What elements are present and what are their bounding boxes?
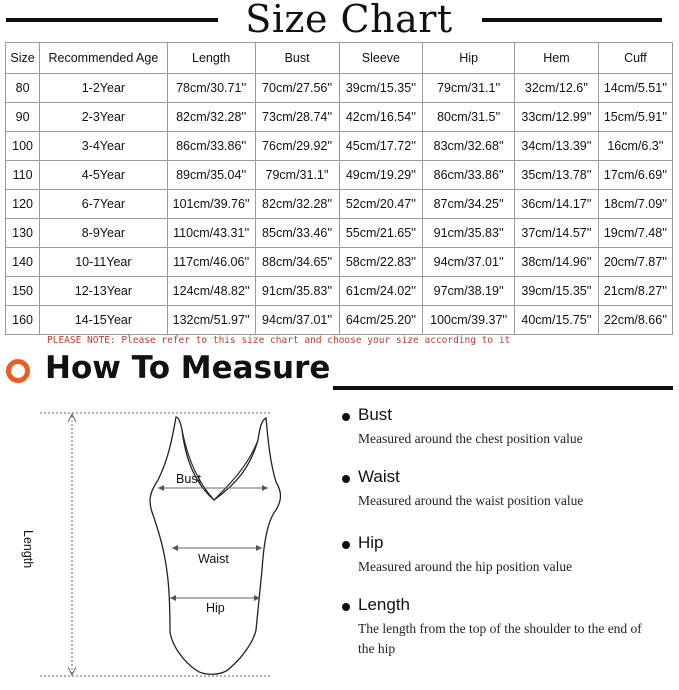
- diagram-label-hip: Hip: [206, 601, 225, 615]
- table-cell: 10-11Year: [40, 248, 167, 277]
- table-cell: 16cm/6.3'': [598, 132, 672, 161]
- table-cell: 45cm/17.72'': [339, 132, 423, 161]
- table-cell: 1-2Year: [40, 74, 167, 103]
- table-cell: 79cm/31.1'': [255, 161, 339, 190]
- legend-desc-bust: Measured around the chest position value: [358, 431, 583, 446]
- table-row: [6, 277, 673, 306]
- table-cell: 3-4Year: [40, 132, 167, 161]
- table-cell: 110cm/43.31'': [167, 219, 255, 248]
- table-cell: 79cm/31.1'': [423, 74, 515, 103]
- table-cell: 39cm/15.35'': [339, 74, 423, 103]
- header-hem: Hem: [515, 43, 599, 74]
- bullet-dot-icon: [342, 603, 350, 611]
- table-cell: 21cm/8.27'': [598, 277, 672, 306]
- table-cell: 101cm/39.76'': [167, 190, 255, 219]
- table-cell: 87cm/34.25'': [423, 190, 515, 219]
- table-cell: 140: [6, 248, 40, 277]
- table-cell: 20cm/7.87'': [598, 248, 672, 277]
- table-cell: 14cm/5.51'': [598, 74, 672, 103]
- diagram-label-waist: Waist: [198, 552, 229, 566]
- table-cell: 88cm/34.65'': [255, 248, 339, 277]
- table-row: [6, 248, 673, 277]
- table-cell: 73cm/28.74'': [255, 103, 339, 132]
- measure-header: [0, 350, 679, 394]
- bodysuit-outline: [150, 417, 281, 674]
- table-cell: 110: [6, 161, 40, 190]
- table-cell: 52cm/20.47'': [339, 190, 423, 219]
- table-cell: 64cm/25.20'': [339, 306, 423, 335]
- table-cell: 90: [6, 103, 40, 132]
- table-cell: 2-3Year: [40, 103, 167, 132]
- bodysuit-diagram: [0, 400, 330, 685]
- table-cell: 85cm/33.46'': [255, 219, 339, 248]
- table-cell: 78cm/30.71'': [167, 74, 255, 103]
- table-cell: 130: [6, 219, 40, 248]
- header-size: Size: [6, 43, 40, 74]
- table-row: [6, 161, 673, 190]
- table-cell: 82cm/32.28'': [255, 190, 339, 219]
- table-cell: 89cm/35.04'': [167, 161, 255, 190]
- table-cell: 70cm/27.56'': [255, 74, 339, 103]
- legend-desc-waist: Measured around the waist position value: [358, 493, 584, 508]
- table-cell: 38cm/14.96'': [515, 248, 599, 277]
- legend-label-waist: Waist: [358, 467, 400, 486]
- table-cell: 39cm/15.35'': [515, 277, 599, 306]
- table-row: [6, 306, 673, 335]
- table-cell: 19cm/7.48'': [598, 219, 672, 248]
- header-length: Length: [167, 43, 255, 74]
- table-cell: 37cm/14.57'': [515, 219, 599, 248]
- table-cell: 82cm/32.28'': [167, 103, 255, 132]
- table-cell: 120: [6, 190, 40, 219]
- header-cuff: Cuff: [598, 43, 672, 74]
- table-cell: 4-5Year: [40, 161, 167, 190]
- legend-label-hip: Hip: [358, 533, 384, 552]
- table-cell: 49cm/19.29'': [339, 161, 423, 190]
- title-rule-left: [6, 18, 218, 22]
- table-cell: 124cm/48.82'': [167, 277, 255, 306]
- size-note: PLEASE NOTE: Please refer to this size chart and choose your size according to it: [47, 335, 511, 346]
- table-cell: 34cm/13.39'': [515, 132, 599, 161]
- table-cell: 12-13Year: [40, 277, 167, 306]
- table-cell: 150: [6, 277, 40, 306]
- table-cell: 36cm/14.17'': [515, 190, 599, 219]
- table-cell: 91cm/35.83'': [255, 277, 339, 306]
- table-cell: 32cm/12.6'': [515, 74, 599, 103]
- table-cell: 91cm/35.83'': [423, 219, 515, 248]
- table-cell: 17cm/6.69'': [598, 161, 672, 190]
- table-cell: 100: [6, 132, 40, 161]
- table-cell: 22cm/8.66'': [598, 306, 672, 335]
- table-cell: 8-9Year: [40, 219, 167, 248]
- table-row: [6, 103, 673, 132]
- table-cell: 83cm/32.68'': [423, 132, 515, 161]
- page-title: Size Chart: [245, 0, 453, 41]
- measure-rule: [333, 386, 673, 390]
- bodysuit-illustration: [0, 400, 330, 685]
- title-rule-right: [482, 18, 662, 22]
- bullet-dot-icon: [342, 541, 350, 549]
- table-cell: 97cm/38.19'': [423, 277, 515, 306]
- table-row: [6, 74, 673, 103]
- table-cell: 94cm/37.01'': [423, 248, 515, 277]
- header-sleeve: Sleeve: [339, 43, 423, 74]
- table-cell: 18cm/7.09'': [598, 190, 672, 219]
- title-row: [0, 0, 679, 42]
- table-cell: 15cm/5.91'': [598, 103, 672, 132]
- header-hip: Hip: [423, 43, 515, 74]
- table-cell: 80: [6, 74, 40, 103]
- ring-bullet-icon: [6, 359, 30, 383]
- table-cell: 35cm/13.78'': [515, 161, 599, 190]
- table-cell: 76cm/29.92'': [255, 132, 339, 161]
- table-cell: 40cm/15.75'': [515, 306, 599, 335]
- table-cell: 58cm/22.83'': [339, 248, 423, 277]
- legend-label-bust: Bust: [358, 405, 393, 424]
- diagram-label-length: Length: [21, 530, 35, 569]
- header-age: Recommended Age: [40, 43, 167, 74]
- table-cell: 14-15Year: [40, 306, 167, 335]
- bullet-dot-icon: [342, 413, 350, 421]
- table-row: [6, 219, 673, 248]
- table-cell: 80cm/31.5'': [423, 103, 515, 132]
- table-cell: 100cm/39.37'': [423, 306, 515, 335]
- table-cell: 86cm/33.86'': [423, 161, 515, 190]
- bullet-dot-icon: [342, 475, 350, 483]
- measure-title: How To Measure: [45, 350, 331, 386]
- diagram-label-bust: Bust: [176, 472, 202, 486]
- size-table: [5, 42, 673, 335]
- table-cell: 86cm/33.86'': [167, 132, 255, 161]
- table-cell: 94cm/37.01'': [255, 306, 339, 335]
- table-header-row: [6, 43, 673, 74]
- table-cell: 33cm/12.99'': [515, 103, 599, 132]
- table-cell: 42cm/16.54'': [339, 103, 423, 132]
- table-cell: 61cm/24.02'': [339, 277, 423, 306]
- legend-desc-length: The length from the top of the shoulder to the end of the hip: [358, 621, 642, 656]
- legend-desc-hip: Measured around the hip position value: [358, 559, 573, 574]
- legend-label-length: Length: [358, 595, 410, 614]
- table-cell: 117cm/46.06'': [167, 248, 255, 277]
- table-cell: 55cm/21.65'': [339, 219, 423, 248]
- table-cell: 160: [6, 306, 40, 335]
- table-cell: 132cm/51.97'': [167, 306, 255, 335]
- header-bust: Bust: [255, 43, 339, 74]
- table-cell: 6-7Year: [40, 190, 167, 219]
- table-row: [6, 132, 673, 161]
- table-row: [6, 190, 673, 219]
